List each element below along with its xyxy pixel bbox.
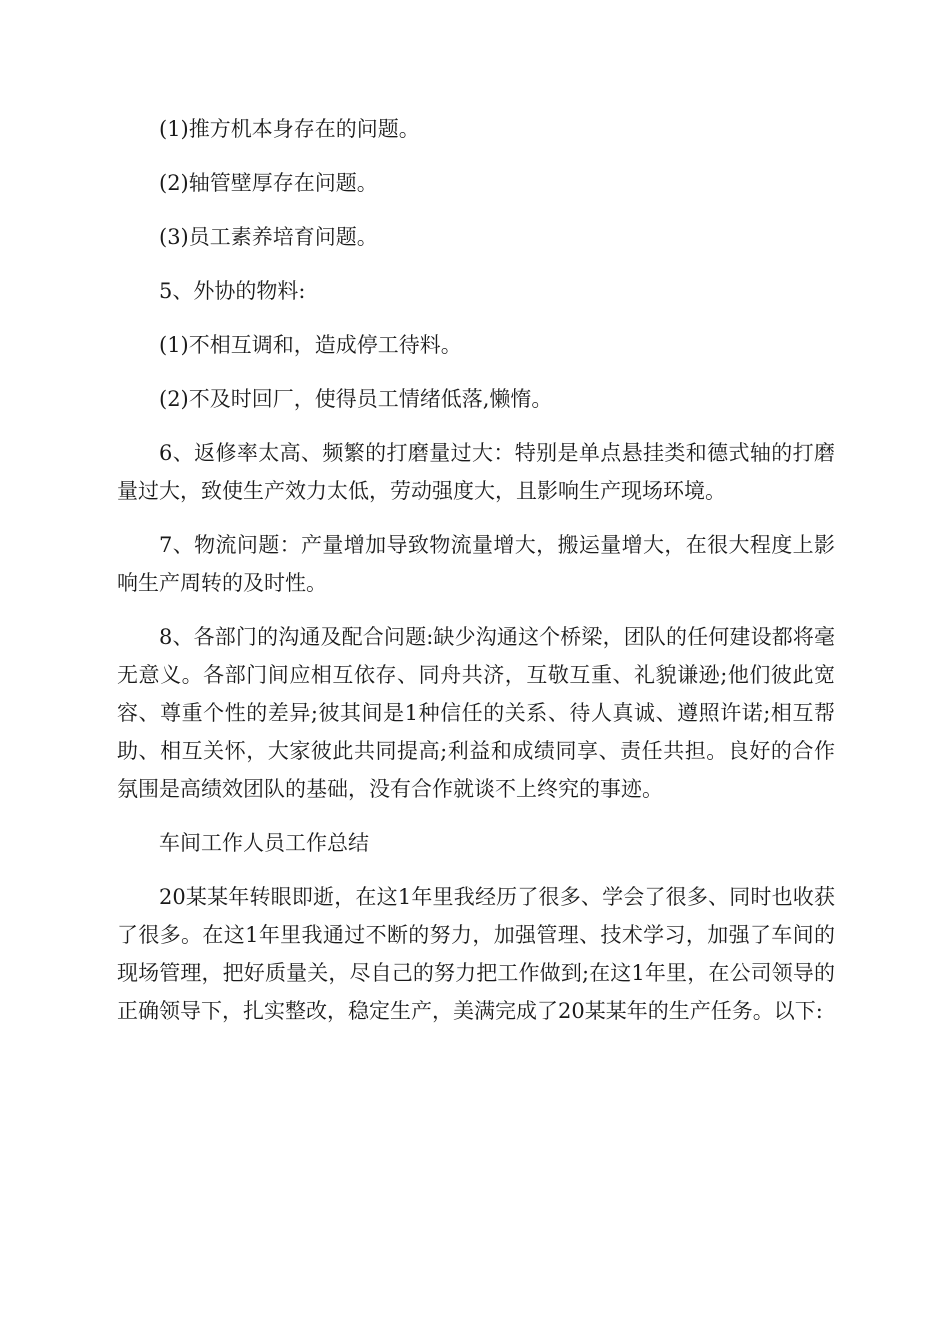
paragraph-2: (2)轴管壁厚存在问题。 [159,171,378,195]
paragraph-10: 20某某年转眼即逝，在这1年里我经历了很多、学会了很多、同时也收获了很多。在这1年里我通过不断的努力，加强管理、技术学习，加强了车间的现场管理，把好质量关，尽自己的努力把工作做到;在这1年里，在公司领导的正确领导下，扎实整改，稳定生产，美满完成了20某某年的生产任务。以下: [117,885,835,1023]
paragraph-9: 8、各部门的沟通及配合问题:缺少沟通这个桥梁，团队的任何建设都将毫无意义。各部门间应相互依存、同舟共济，互敬互重、礼貌谦逊;他们彼此宽容、尊重个性的差异;彼其间是1种信任的关系、待人真诚、遵照许诺;相互帮助、相互关怀，大家彼此共同提高;利益和成绩同享、责任共担。良好的合作氛围是高绩效团队的基础，没有合作就谈不上终究的事迹。 [117,625,835,801]
paragraph-3: (3)员工素养培育问题。 [159,225,378,249]
section-heading: 车间工作人员工作总结 [159,831,369,855]
paragraph-1: (1)推方机本身存在的问题。 [159,117,420,141]
paragraph-8: 7、物流问题：产量增加导致物流量增大，搬运量增大，在很大程度上影响生产周转的及时性。 [117,533,835,595]
paragraph-5: (1)不相互调和，造成停工待料。 [159,333,462,357]
paragraph-6: (2)不及时回厂，使得员工情绪低落,懒惰。 [159,387,553,411]
document-page [117,110,835,1046]
paragraph-7: 6、返修率太高、频繁的打磨量过大：特别是单点悬挂类和德式轴的打磨量过大，致使生产效力太低，劳动强度大，且影响生产现场环境。 [117,441,835,503]
paragraph-4: 5、外协的物料: [159,279,306,303]
